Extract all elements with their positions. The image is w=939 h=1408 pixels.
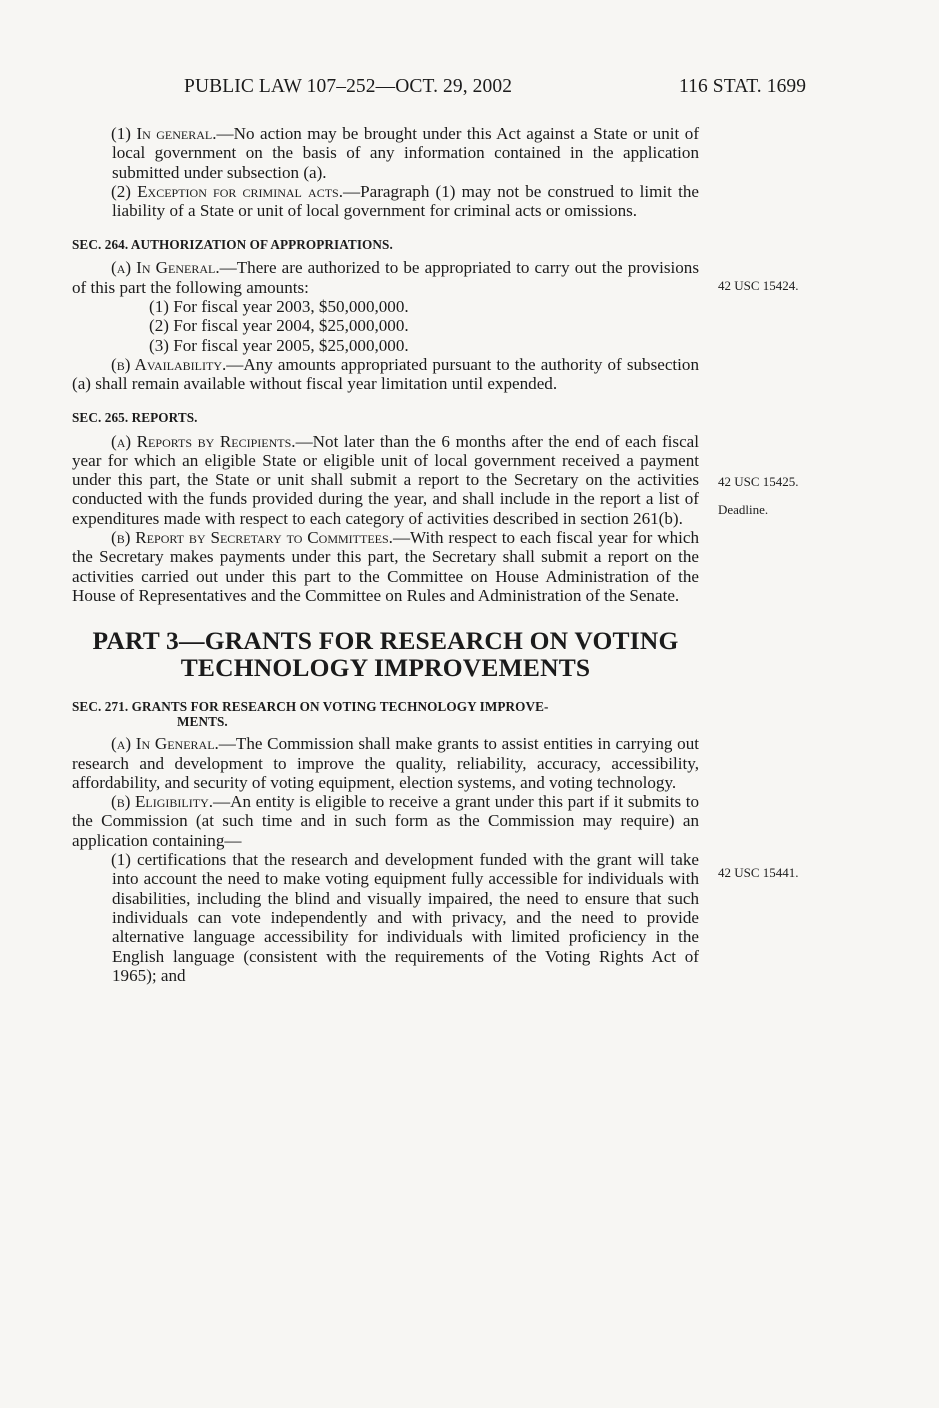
section-264-subsection-b (72, 355, 699, 394)
section-271-subsection-b (72, 792, 699, 850)
paragraph-text: —No action may be brought under this Act against a State or unit of local government on the basis of any information contained in the application submitted under subsection (a). (112, 124, 700, 182)
subsection-text: —There are authorized to be appropriated to carry out the provisions of this part the following amounts: (72, 258, 699, 297)
running-head-page-number: 116 STAT. 1699 (679, 76, 807, 97)
part-3-heading-line-2: TECHNOLOGY IMPROVEMENTS (180, 653, 591, 683)
part-3-heading (72, 627, 699, 681)
paragraph-heading: (1) In general. (111, 124, 217, 143)
subsection-text: —Not later than the 6 months after the end of each fiscal year for which an eligible State or eligible unit of local government received a payment under this part, the State or unit shall submit a report to the Secretary on the activities conducted with the funds provided during the year, and shall include in the report a list of expenditures made with respect to each category of activities described in section 261(b). (72, 431, 699, 528)
margin-note-deadline: Deadline. (718, 502, 769, 517)
subsection-heading: (a) Reports by Recipients. (111, 431, 296, 451)
section-271-title: SEC. 271. GRANTS FOR RESEARCH ON VOTING TECHNOLOGY IMPROVE- (72, 699, 549, 715)
section-271-paragraph-1 (72, 850, 699, 985)
appropriation-item: (3) For fiscal year 2005, $25,000,000. (149, 335, 409, 355)
running-head-title: PUBLIC LAW 107–252—OCT. 29, 2002 (184, 76, 513, 97)
paragraph-text: (1) certifications that the research and development funded with the grant will take into account the need to make voting equipment fully accessible for individuals with disabilities, including the blind and visually impaired, the need to ensure that such individuals can vote independently and with privacy, and the need to provide alternative language accessibility for individuals with limited proficiency in the English language (consistent with the requirements of the Voting Rights Act of 1965); and (111, 850, 699, 985)
subsection-text: —The Commission shall make grants to assist entities in carrying out research and development to improve the quality, reliability, accuracy, accessibility, affordability, and security of voting equipment, election systems, and voting technology. (72, 734, 699, 792)
subsection-text: —Any amounts appropriated pursuant to the authority of subsection (a) shall remain available without fiscal year limitation until expended. (72, 354, 699, 394)
statute-body (72, 124, 699, 985)
section-265-subsection-a (72, 432, 699, 528)
subsection-heading: (b) Report by Secretary to Committees. (111, 528, 393, 548)
paragraph-2-exception (72, 182, 699, 221)
paragraph-text: —Paragraph (1) may not be construed to limit the liability of a State or unit of local government for criminal acts or omissions. (112, 181, 699, 221)
appropriation-item: (2) For fiscal year 2004, $25,000,000. (149, 316, 409, 336)
subsection-heading: (a) In General. (111, 734, 219, 754)
margin-note-usc-15424: 42 USC 15424. (718, 278, 799, 293)
appropriation-item: (1) For fiscal year 2003, $50,000,000. (149, 297, 409, 317)
part-3-heading-line-1: PART 3—GRANTS FOR RESEARCH ON VOTING (92, 626, 679, 656)
margin-note-usc-15441: 42 USC 15441. (718, 865, 799, 880)
margin-note-usc-15425: 42 USC 15425. (718, 474, 799, 489)
paragraph-heading: (2) Exception for criminal acts. (111, 181, 343, 201)
section-264-heading: SEC. 264. AUTHORIZATION OF APPROPRIATIONS. (72, 237, 393, 253)
section-265-heading: SEC. 265. REPORTS. (72, 409, 198, 425)
subsection-text: —With respect to each fiscal year for which the Secretary makes payments under this part, the Secretary shall submit a report on the activities carried out under this part to the Committee on House Administration of the House of Representatives and the Committee on Rules and Administration of the Senate. (72, 528, 699, 605)
section-264-subsection-a (72, 258, 699, 297)
subsection-heading: (b) Availability. (111, 354, 227, 374)
section-265-subsection-b (72, 528, 699, 605)
subsection-heading: (a) In General. (111, 258, 220, 278)
section-271-heading (72, 699, 699, 729)
subsection-text: —An entity is eligible to receive a grant under this part if it submits to the Commission (at such time and in such form as the Commission may require) an application containing— (72, 792, 699, 850)
section-271-subsection-a (72, 734, 699, 792)
subsection-heading: (b) Eligibility. (111, 792, 214, 812)
paragraph-1-in-general (72, 124, 699, 182)
section-271-title-continued: MENTS. (177, 714, 228, 730)
